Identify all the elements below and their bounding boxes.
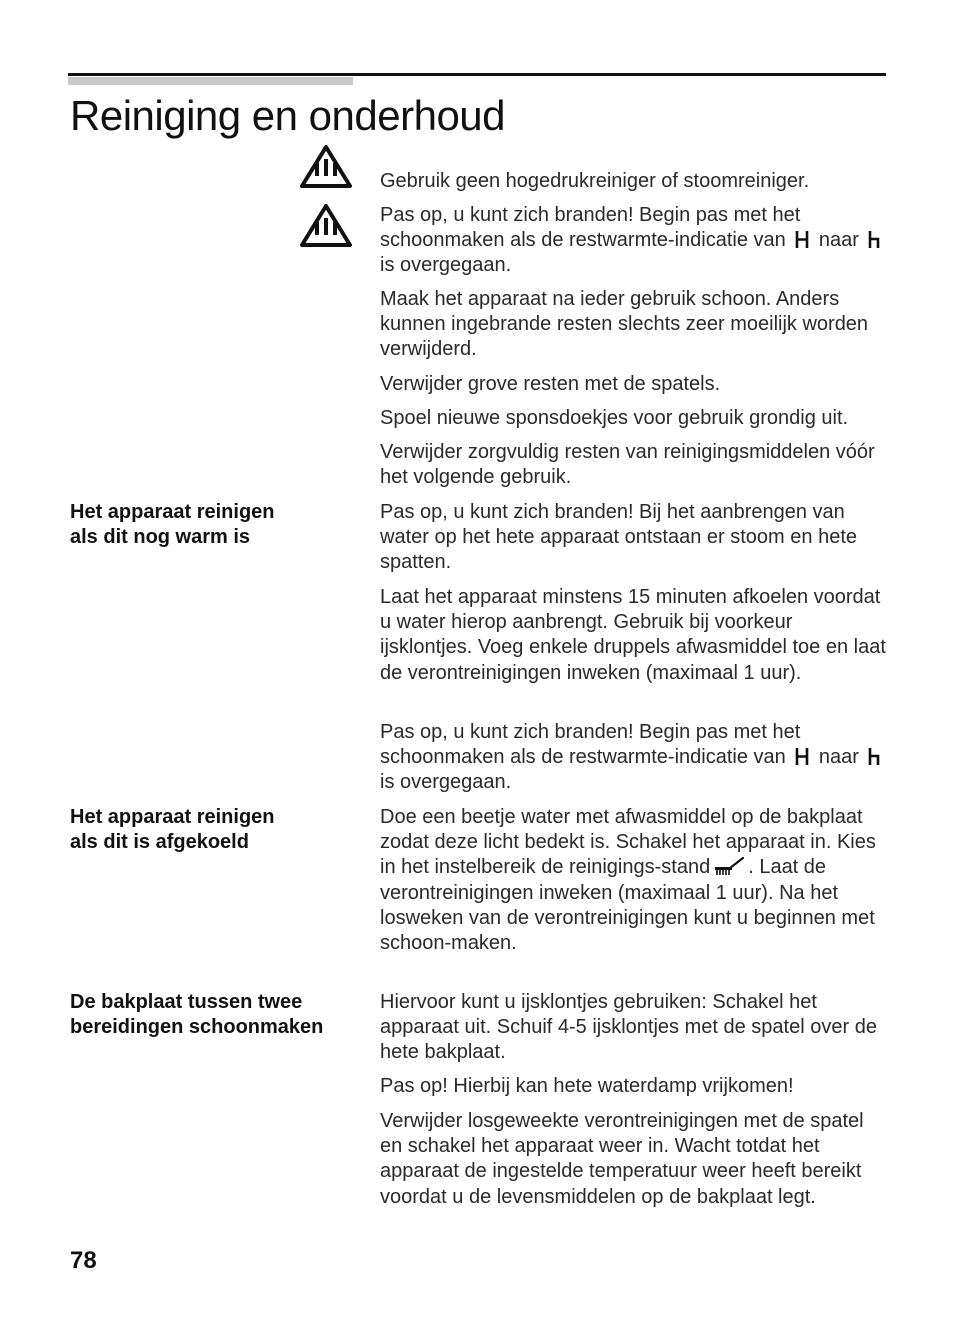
warning-triangle-icon	[298, 142, 354, 190]
section-text	[380, 1109, 890, 1210]
cleaning-setting-symbol	[714, 856, 744, 876]
section-text	[380, 720, 890, 796]
header-rule-grey	[68, 77, 353, 85]
section-text	[380, 805, 890, 956]
residual-heat-h-symbol	[868, 230, 880, 249]
intro-text	[380, 440, 890, 490]
intro-paragraph: Verwijder grove resten met de spatels.	[380, 373, 721, 395]
section-paragraph: Hiervoor kunt u ijsklontjes gebruiken: Schakel het apparaat uit. Schuif 4-5 ijsklontjes met de spatel over de hete bakplaat.	[380, 991, 877, 1064]
residual-heat-H-symbol	[795, 747, 809, 766]
section-paragraph: Doe een beetje water met afwasmiddel op de bakplaat zodat deze licht bedekt is. Schakel het apparaat in. Kies in het instelbereik de reinigings-stand . Laat de verontreinigingen inweken (maximaal 1 uur). Na het losweken van de verontreinigingen kunt u beginnen met schoon-maken.	[380, 806, 876, 955]
section-paragraph: Laat het apparaat minstens 15 minuten afkoelen voordat u water hierop aanbrengt. Gebruik bij voorkeur ijsklontjes. Voeg enkele druppels afwasmiddel toe en laat de verontreinigingen inweken (maximaal 1 uur).	[380, 586, 886, 684]
header-rule-black	[68, 73, 886, 76]
section-text	[380, 1074, 890, 1099]
warning-triangle-icon	[298, 201, 354, 249]
intro-text	[380, 406, 890, 431]
section-text	[380, 500, 890, 576]
page-number: 78	[70, 1247, 97, 1274]
intro-paragraph: Gebruik geen hogedrukreiniger of stoomreiniger.	[380, 170, 810, 192]
residual-heat-H-symbol	[795, 230, 809, 249]
section-heading: Het apparaat reinigen als dit nog warm is	[70, 501, 275, 549]
intro-text	[380, 287, 890, 363]
intro-text	[380, 372, 890, 397]
section-paragraph: Pas op, u kunt zich branden! Bij het aanbrengen van water op het hete apparaat ontstaan er stoom en hete spatten.	[380, 501, 857, 574]
page-title: Reiniging en onderhoud	[70, 92, 506, 139]
section-text	[380, 585, 890, 686]
section-paragraph: Verwijder losgeweekte verontreinigingen met de spatel en schakel het apparaat weer in. Wacht totdat het apparaat de ingestelde temperatuur weer heeft bereikt voordat u de levensmiddelen op de bakplaat legt.	[380, 1110, 864, 1208]
intro-paragraph: Pas op, u kunt zich branden! Begin pas met het schoonmaken als de restwarmte-indicatie van naar is overgegaan.	[380, 203, 890, 279]
section-heading: De bakplaat tussen twee bereidingen schoonmaken	[70, 991, 324, 1039]
section-paragraph: Pas op! Hierbij kan hete waterdamp vrijkomen!	[380, 1075, 794, 1097]
section-paragraph: Pas op, u kunt zich branden! Begin pas met het schoonmaken als de restwarmte-indicatie van naar is overgegaan.	[380, 720, 890, 796]
intro-paragraph: Spoel nieuwe sponsdoekjes voor gebruik grondig uit.	[380, 407, 849, 429]
intro-paragraph: Maak het apparaat na ieder gebruik schoon. Anders kunnen ingebrande resten slechts zeer moeilijk worden verwijderd.	[380, 288, 869, 361]
section-text	[380, 990, 890, 1066]
section-heading: Het apparaat reinigen als dit is afgekoeld	[70, 806, 275, 854]
intro-burn-warning	[380, 203, 890, 279]
intro-text	[380, 169, 890, 194]
residual-heat-h-symbol	[868, 747, 880, 766]
intro-paragraph: Verwijder zorgvuldig resten van reinigingsmiddelen vóór het volgende gebruik.	[380, 441, 875, 489]
